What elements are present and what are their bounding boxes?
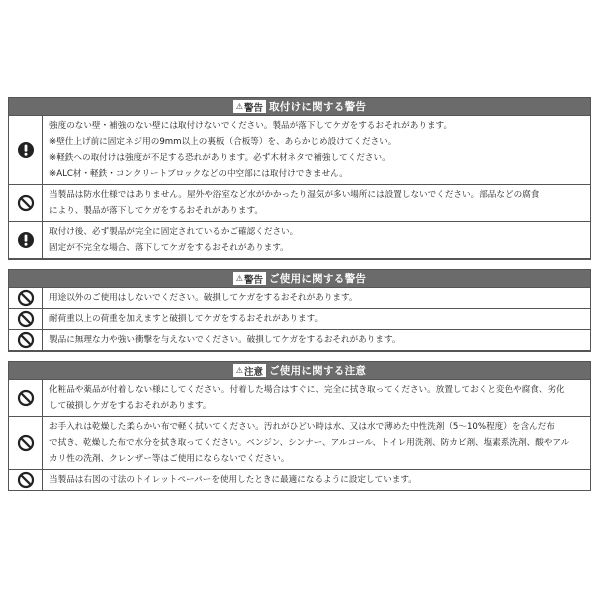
warning-row bbox=[9, 330, 590, 351]
warning-row bbox=[9, 309, 590, 330]
warning-text-line: 製品に無理な力や強い衝撃を与えないでください。破損してケガをするおそれがあります。 bbox=[49, 335, 401, 345]
prohibition-icon bbox=[9, 309, 43, 329]
section-title: ご使用に関する注意 bbox=[268, 365, 367, 377]
warning-section bbox=[8, 269, 591, 351]
warning-text bbox=[43, 470, 590, 490]
warning-text-line: 強度のない壁・補強のない壁には取付けないでください。製品が落下してケガをするおそれがあります。 bbox=[49, 121, 453, 131]
prohibition-icon bbox=[9, 288, 43, 308]
warning-text bbox=[43, 288, 590, 308]
section-title: 取付けに関する警告 bbox=[268, 101, 367, 113]
warning-text-line: 耐荷重以上の荷重を加えますと破損してケガをするおそれがあります。 bbox=[49, 314, 324, 324]
warning-text-line: 用途以外のご使用はしないでください。破損してケガをするおそれがあります。 bbox=[49, 293, 358, 303]
badge-label: 警告 bbox=[243, 102, 263, 114]
warning-text bbox=[43, 185, 590, 221]
warning-row bbox=[9, 185, 590, 222]
section-header bbox=[9, 362, 590, 380]
warning-text bbox=[43, 116, 590, 184]
section-header bbox=[9, 98, 590, 116]
warning-text bbox=[43, 309, 590, 329]
caution-badge bbox=[233, 364, 266, 377]
badge-label: 注意 bbox=[243, 366, 263, 378]
warning-text bbox=[43, 222, 590, 258]
section-header bbox=[9, 270, 590, 288]
warning-text-line: ※ALC材・軽鉄・コンクリートブロックなどの中空部には取付けできません。 bbox=[49, 169, 348, 179]
warning-row bbox=[9, 288, 590, 309]
warning-section bbox=[8, 97, 591, 259]
warning-text-line: 当製品は防水仕様ではありません。屋外や浴室など水がかかったり湿気が多い場所には設置しないでください。部品などの腐食 bbox=[49, 190, 540, 200]
section-title: ご使用に関する警告 bbox=[268, 273, 367, 285]
prohibition-icon bbox=[9, 470, 43, 490]
warning-text-line: ※壁仕上げ前に固定ネジ用の9mm以上の裏板（合板等）を、あらかじめ設けてください。 bbox=[49, 137, 397, 147]
warning-text bbox=[43, 417, 590, 469]
section-gap bbox=[8, 259, 591, 269]
warning-text-line: 固定が不完全な場合、落下してケガをするおそれがあります。 bbox=[49, 243, 289, 253]
prohibition-icon bbox=[9, 380, 43, 416]
warning-text-line: カリ性の洗剤、クレンザー等はご使用にならないでください。 bbox=[49, 454, 290, 464]
warning-triangle-icon: ⚠ bbox=[235, 366, 243, 375]
warning-sheet bbox=[8, 97, 591, 491]
warning-text-line: して破損しケガをするおそれがあります。 bbox=[49, 401, 212, 411]
caution-badge bbox=[233, 100, 266, 113]
warning-row bbox=[9, 222, 590, 259]
warning-text-line: 取付け後、必ず製品が完全に固定されているかご確認ください。 bbox=[49, 227, 299, 237]
prohibition-icon bbox=[9, 185, 43, 221]
warning-row bbox=[9, 417, 590, 470]
caution-badge bbox=[233, 272, 266, 285]
warning-text-line: お手入れは乾燥した柔らかい布で軽く拭いてください。汚れがひどい時は水、又は水で薄めた中性洗剤（5～10%程度）を含んだ布 bbox=[49, 422, 555, 432]
mandatory-exclamation-icon bbox=[9, 116, 43, 184]
warning-row bbox=[9, 380, 590, 417]
warning-section bbox=[8, 361, 591, 491]
warning-triangle-icon: ⚠ bbox=[235, 102, 243, 111]
warning-row bbox=[9, 116, 590, 185]
warning-text-line: 当製品は右図の寸法のトイレットペーパーを使用したときに最適になるように設定しています。 bbox=[49, 475, 417, 485]
warning-text-line: で拭き、乾燥した布で水分を拭き取ってください。ベンジン、シンナー、アルコール、トイレ用洗剤、防カビ剤、塩素系洗剤、酸やアル bbox=[49, 438, 570, 448]
warning-text bbox=[43, 330, 590, 350]
badge-label: 警告 bbox=[243, 274, 263, 286]
warning-text-line: 化粧品や薬品が付着しない様にしてください。付着した場合はすぐに、完全に拭き取ってください。放置しておくと変色や腐食、劣化 bbox=[49, 385, 565, 395]
prohibition-icon bbox=[9, 417, 43, 469]
warning-text-line: ※軽鉄への取付けは強度が不足する恐れがあります。必ず木材ネタで補強してください。 bbox=[49, 153, 391, 163]
warning-text-line: により、製品が落下してケガをするおそれがあります。 bbox=[49, 206, 263, 216]
prohibition-icon bbox=[9, 330, 43, 350]
warning-text bbox=[43, 380, 590, 416]
warning-row bbox=[9, 470, 590, 491]
mandatory-exclamation-icon bbox=[9, 222, 43, 258]
section-gap bbox=[8, 351, 591, 361]
warning-triangle-icon: ⚠ bbox=[235, 274, 243, 283]
